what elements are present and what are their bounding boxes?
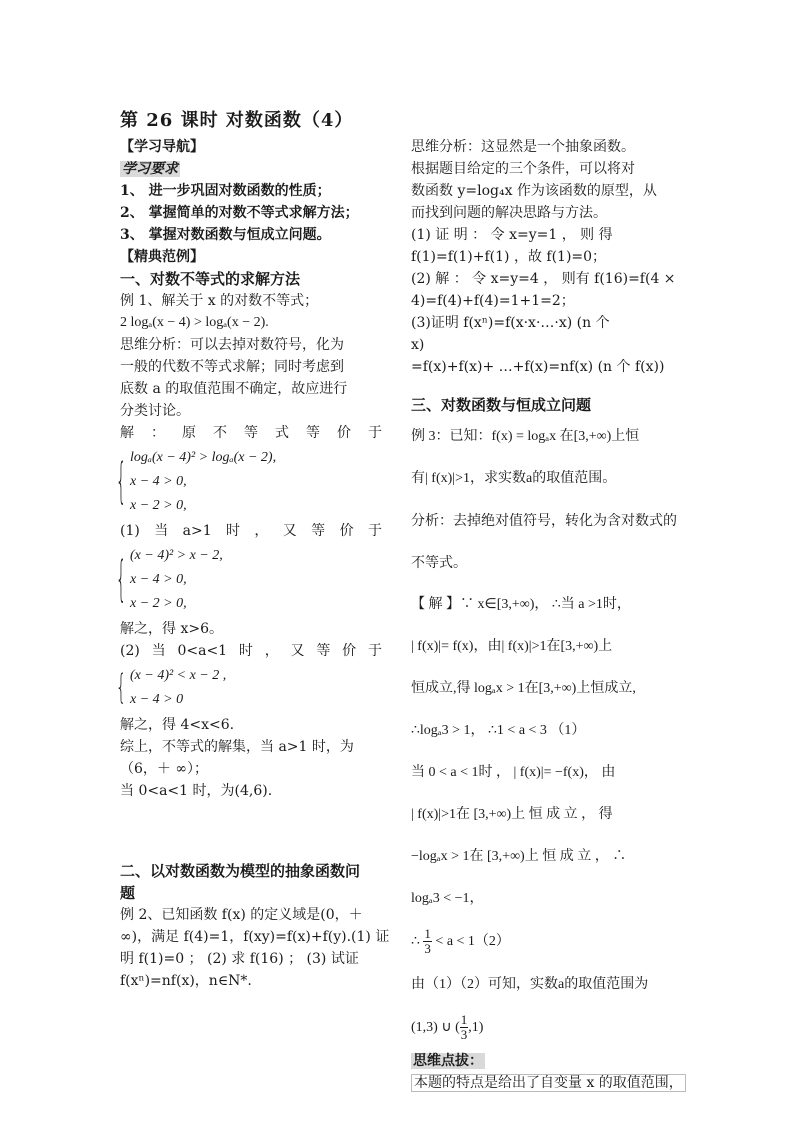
section-2-heading-cont: 题 (120, 884, 136, 902)
page-title: 第 26 课时 对数函数（4） (120, 110, 354, 131)
proof-3-line-3: =f(x)+f(x)+ …+f(x)=nf(x) (n 个 f(x)) (411, 359, 665, 375)
example-2-line-4: f(xⁿ)=nf(x)，n∈N*. (120, 973, 252, 989)
system-3-row: { (x − 4)² < x − 2 , (130, 668, 227, 683)
solution-3-line-1: 【 解 】∵ x∈[3,+∞)， ∴当 a >1时， (411, 597, 631, 612)
system-1-row: { logₐ(x − 4)² > logₐ(x − 2), (130, 450, 277, 465)
example-1-intro: 例 1、解关于 x 的对数不等式； (120, 293, 319, 309)
summary-line-2: （6，＋ ∞）； (120, 761, 209, 777)
solution-3-line-2: | f(x)|= f(x)，由| f(x)|>1在[3,+∞)上 (411, 639, 613, 654)
proof-3-line-2: x) (411, 337, 425, 353)
system-3 (120, 664, 382, 712)
case-2-line: (2) 当 0<a<1 时 ， 又 等 价 于 (120, 643, 382, 659)
analysis-line-2: 一般的代数不等式求解；同时考虑到 (120, 359, 344, 375)
requirement-3: 3、 掌握对数函数与恒成立问题。 (120, 227, 331, 243)
tips-heading: 思维点拔： (413, 1053, 483, 1069)
analysis-2-line-4: 而找到问题的解决思路与方法。 (411, 205, 607, 221)
example-2-line-3: 明 f(1)=0 ； (2) 求 f(16) ； (3) 试证 (120, 951, 359, 967)
requirement-1: 1、 进一步巩固对数函数的性质； (120, 183, 331, 199)
solution-equivalent-line: 解 ： 原 不 等 式 等 价 于 (120, 425, 382, 441)
case-1-line: (1) 当 a>1 时 ， 又 等 价 于 (120, 523, 382, 539)
fraction-one-third: $\frac{1}{3}$ (424, 926, 431, 957)
analysis-line-4: 分类讨论。 (120, 403, 190, 419)
system-2-row: { (x − 4)² > x − 2, (130, 548, 223, 563)
analysis-line-1: 思维分析：可以去掉对数符号，化为 (120, 337, 344, 353)
system-2-row: x − 4 > 0, (130, 572, 187, 587)
analysis-line-3: 底数 a 的取值范围不确定，故应进行 (120, 381, 348, 397)
analysis-3-line-2: 不等式。 (411, 555, 467, 571)
solution-3-line-4: ∴logₐ3 > 1， ∴1 < a < 3 （1） (411, 723, 586, 738)
part-2-line-1: (2) 解 ： 令 x=y=4 ， 则有 f(16)=f(4 × (411, 271, 676, 287)
system-3-row: x − 4 > 0 (130, 692, 184, 707)
requirements-heading: 学习要求 (122, 161, 178, 177)
system-1-row: x − 2 > 0, (130, 498, 187, 513)
system-1-row: x − 4 > 0, (130, 474, 187, 489)
analysis-2-line-2: 根据题目给定的三个条件，可以将对 (411, 161, 635, 177)
example-2-line-1: 例 2、已知函数 f(x) 的定义域是(0，＋ (120, 907, 363, 923)
examples-heading: 【精典范例】 (120, 249, 204, 265)
fraction-one-third: $\frac{1}{3}$ (460, 1012, 468, 1043)
proof-3-line-1: (3)证明 f(xⁿ)=f(x·x·…·x) (n 个 (411, 315, 610, 331)
analysis-2-line-1: 思维分析：这显然是一个抽象函数。 (411, 139, 635, 155)
solution-3-line-3: 恒成立,得 logₐx > 1在[3,+∞)上恒成立, (411, 681, 636, 696)
summary-line-1: 综上，不等式的解集，当 a>1 时，为 (120, 739, 354, 755)
case-1-result: 解之，得 x>6。 (120, 621, 223, 637)
proof-1-line-2: f(1)=f(1)+f(1) ，故 f(1)=0； (411, 249, 607, 265)
right-column (411, 136, 683, 1094)
solution-3-line-8: logₐ3 < −1， (411, 891, 484, 906)
part-2-line-2: 4)=f(4)+f(4)=1+1=2； (411, 293, 575, 309)
solution-3-line-5: 当 0 < a < 1时 ， | f(x)|= −f(x)， 由 (411, 765, 616, 780)
section-1-heading: 一、对数不等式的求解方法 (120, 270, 301, 288)
analysis-3-line-1: 分析：去掉绝对值符号，转化为含对数式的 (411, 513, 677, 529)
solution-3-line-7: −logₐx > 1在 [3,+∞)上 恒 成 立 ， ∴ (411, 849, 627, 864)
nav-heading: 【学习导航】 (120, 139, 204, 155)
analysis-2-line-3: 数函数 y=log₄x 作为该函数的原型，从 (411, 183, 657, 199)
example-2-line-2: ∞)，满足 f(4)=1，f(xy)=f(x)+f(y).(1) 证 (120, 929, 390, 945)
left-column (120, 136, 390, 992)
tips-text: 本题的特点是给出了自变量 x 的取值范围， (411, 1074, 686, 1092)
solution-3-line-6: | f(x)|>1在 [3,+∞)上 恒 成 立 ， 得 (411, 807, 613, 822)
proof-1-line-1: (1) 证 明 ： 令 x=y=1 ， 则 得 (411, 227, 613, 243)
section-2-heading: 二、以对数函数为模型的抽象函数问 (120, 862, 361, 880)
example-1-inequality: 2 logₐ(x − 4) > logₐ(x − 2). (120, 315, 269, 330)
example-3-line-2: 有| f(x)|>1，求实数a的取值范围。 (411, 471, 617, 486)
system-2 (120, 544, 382, 616)
section-3-heading: 三、对数函数与恒成立问题 (411, 396, 592, 414)
solution-3-answer: (1,3) ∪ ( $\frac{1}{3}$ ,1) (411, 1012, 484, 1043)
system-1 (120, 446, 382, 518)
requirement-2: 2、 掌握简单的对数不等式求解方法； (120, 205, 359, 221)
solution-3-line-9: ∴ $\frac{1}{3}$ < a < 1（2） (411, 926, 510, 957)
system-2-row: x − 2 > 0, (130, 596, 187, 611)
example-3-line-1: 例 3：已知：f(x) = logₐx 在[3,+∞)上恒 (411, 429, 640, 444)
solution-3-line-10: 由（1）（2）可知，实数a的取值范围为 (411, 977, 649, 992)
case-2-result: 解之，得 4<x<6. (120, 717, 235, 733)
summary-line-3: 当 0<a<1 时，为(4,6). (120, 783, 273, 799)
